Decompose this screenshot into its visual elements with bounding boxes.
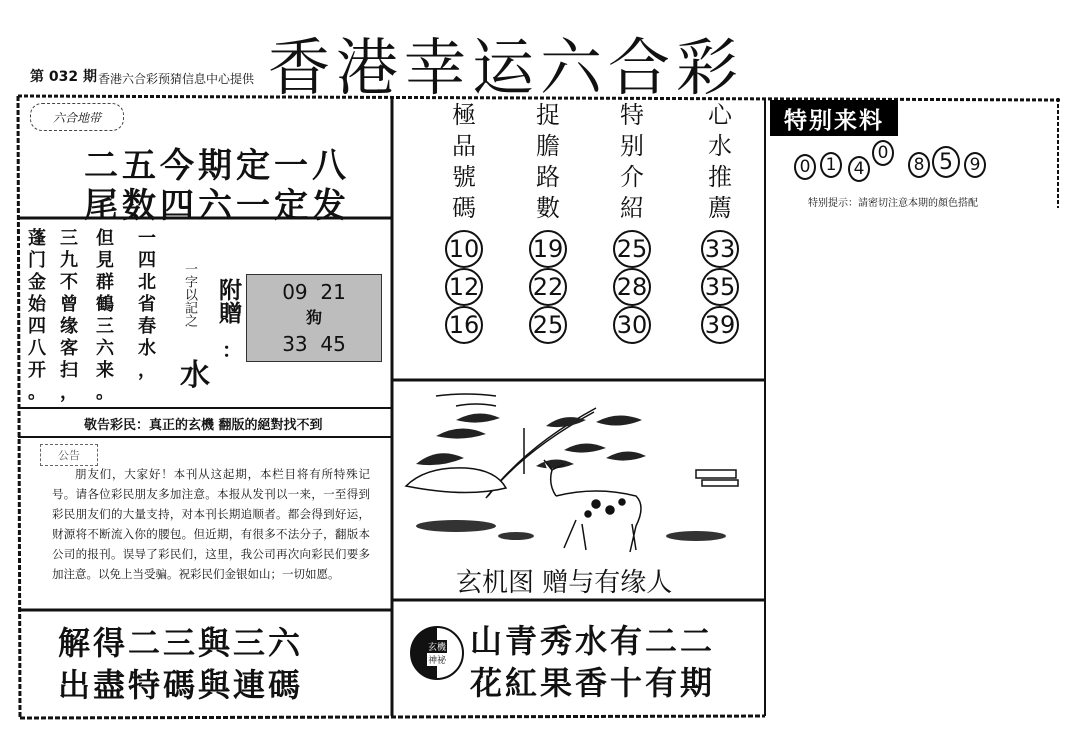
special-title: 特别来料 bbox=[770, 100, 898, 136]
seal-text-bottom: 神祕 bbox=[427, 653, 447, 666]
warning-text: 敬告彩民：真正的玄機 翻版的絕對找不到 bbox=[84, 418, 323, 433]
poem-column-3: 三 九 不 曾 缘 客 扫 ， bbox=[60, 228, 78, 403]
bonus-row-2: 狗 bbox=[305, 308, 322, 327]
number-circle: 35 bbox=[701, 268, 739, 306]
column-group-2 bbox=[528, 100, 568, 344]
bonus-hint: 一字以記之 bbox=[182, 262, 197, 327]
issue-number: 第 032 期 bbox=[30, 69, 97, 85]
number-circle: 16 bbox=[445, 306, 483, 344]
number-circle: 19 bbox=[529, 230, 567, 268]
notice-tag: 公告 bbox=[40, 444, 98, 466]
digit-circle: 1 bbox=[820, 152, 842, 178]
column-1-heading: 極 品 號 碼 bbox=[452, 101, 476, 222]
provider-label: 香港六合彩预猜信息中心提供 bbox=[98, 72, 255, 86]
column-3-heading: 特 别 介 紹 bbox=[620, 101, 644, 222]
bonus-word: 水 bbox=[180, 358, 210, 393]
digit-circle: 5 bbox=[932, 146, 960, 178]
number-circle: 30 bbox=[613, 306, 651, 344]
special-digits bbox=[794, 143, 1014, 190]
digit-circle: 0 bbox=[872, 140, 894, 166]
poem-column-4: 蓬 门 金 始 四 八 开 。 bbox=[28, 228, 46, 403]
picture-caption: 玄机图 赠与有缘人 bbox=[456, 568, 673, 598]
number-circle: 12 bbox=[445, 268, 483, 306]
bottom-right-line-2: 花紅果香十有期 bbox=[470, 664, 716, 702]
region-tag: 六合地带 bbox=[30, 103, 124, 131]
column-group-4 bbox=[700, 100, 740, 344]
headline-line-2: 尾数四六一定发 bbox=[84, 186, 350, 226]
notice-text: 朋友们，大家好！本刊从这起期，本栏目将有所特殊记号。请各位彩民朋友多加注意。本报从发刊以一来，一至得到彩民朋友们的大量支持，对本刊长期追顺者。都会得到好运，财源将不断流入你的腰包。但近期，有很多不法分子，翻版本公司的报刊。误导了彩民们，这里，我公司再次向彩民们要多加注意。以免上当受骗。祝彩民们金银如山；一切如愿。 bbox=[52, 467, 370, 581]
number-circle: 22 bbox=[529, 268, 567, 306]
column-group-3 bbox=[612, 100, 652, 344]
bottom-left-line-2: 出盡特碼與連碼 bbox=[58, 666, 304, 704]
column-2-heading: 捉 膽 路 數 bbox=[536, 101, 560, 222]
bonus-colon: ： bbox=[222, 338, 242, 362]
number-circle: 10 bbox=[445, 230, 483, 268]
bamboo-deer-illustration bbox=[396, 386, 762, 556]
poem-column-2: 但 見 群 鶴 三 六 来 。 bbox=[96, 228, 114, 403]
bottom-left-line-1: 解得二三與三六 bbox=[58, 624, 304, 662]
digit-circle: 9 bbox=[964, 152, 986, 178]
bonus-label: 附贈 bbox=[215, 278, 242, 324]
special-tip: 特别提示：請密切注意本期的顏色搭配 bbox=[808, 198, 978, 209]
digit-circle: 4 bbox=[848, 156, 870, 182]
bonus-number-box bbox=[246, 274, 382, 362]
digit-circle: 0 bbox=[794, 154, 816, 180]
seal-text-top: 玄機 bbox=[427, 640, 447, 653]
number-circle: 25 bbox=[529, 306, 567, 344]
poem-column-1: 一 四 北 省 春 水 ， bbox=[138, 228, 156, 381]
headline-line-1: 二五今期定一八 bbox=[84, 146, 350, 186]
column-group-1 bbox=[444, 100, 484, 344]
digit-circle: 8 bbox=[908, 152, 930, 178]
bonus-row-1: 09 21 bbox=[282, 280, 346, 304]
number-circle: 28 bbox=[613, 268, 651, 306]
page-title: 香港幸运六合彩 bbox=[268, 31, 745, 104]
bonus-row-3: 33 45 bbox=[282, 332, 346, 356]
number-circle: 25 bbox=[613, 230, 651, 268]
column-4-heading: 心 水 推 薦 bbox=[708, 101, 732, 222]
number-circle: 33 bbox=[701, 230, 739, 268]
yin-yang-seal bbox=[410, 626, 464, 680]
number-circle: 39 bbox=[701, 306, 739, 344]
bottom-right-line-1: 山青秀水有二二 bbox=[470, 622, 716, 660]
